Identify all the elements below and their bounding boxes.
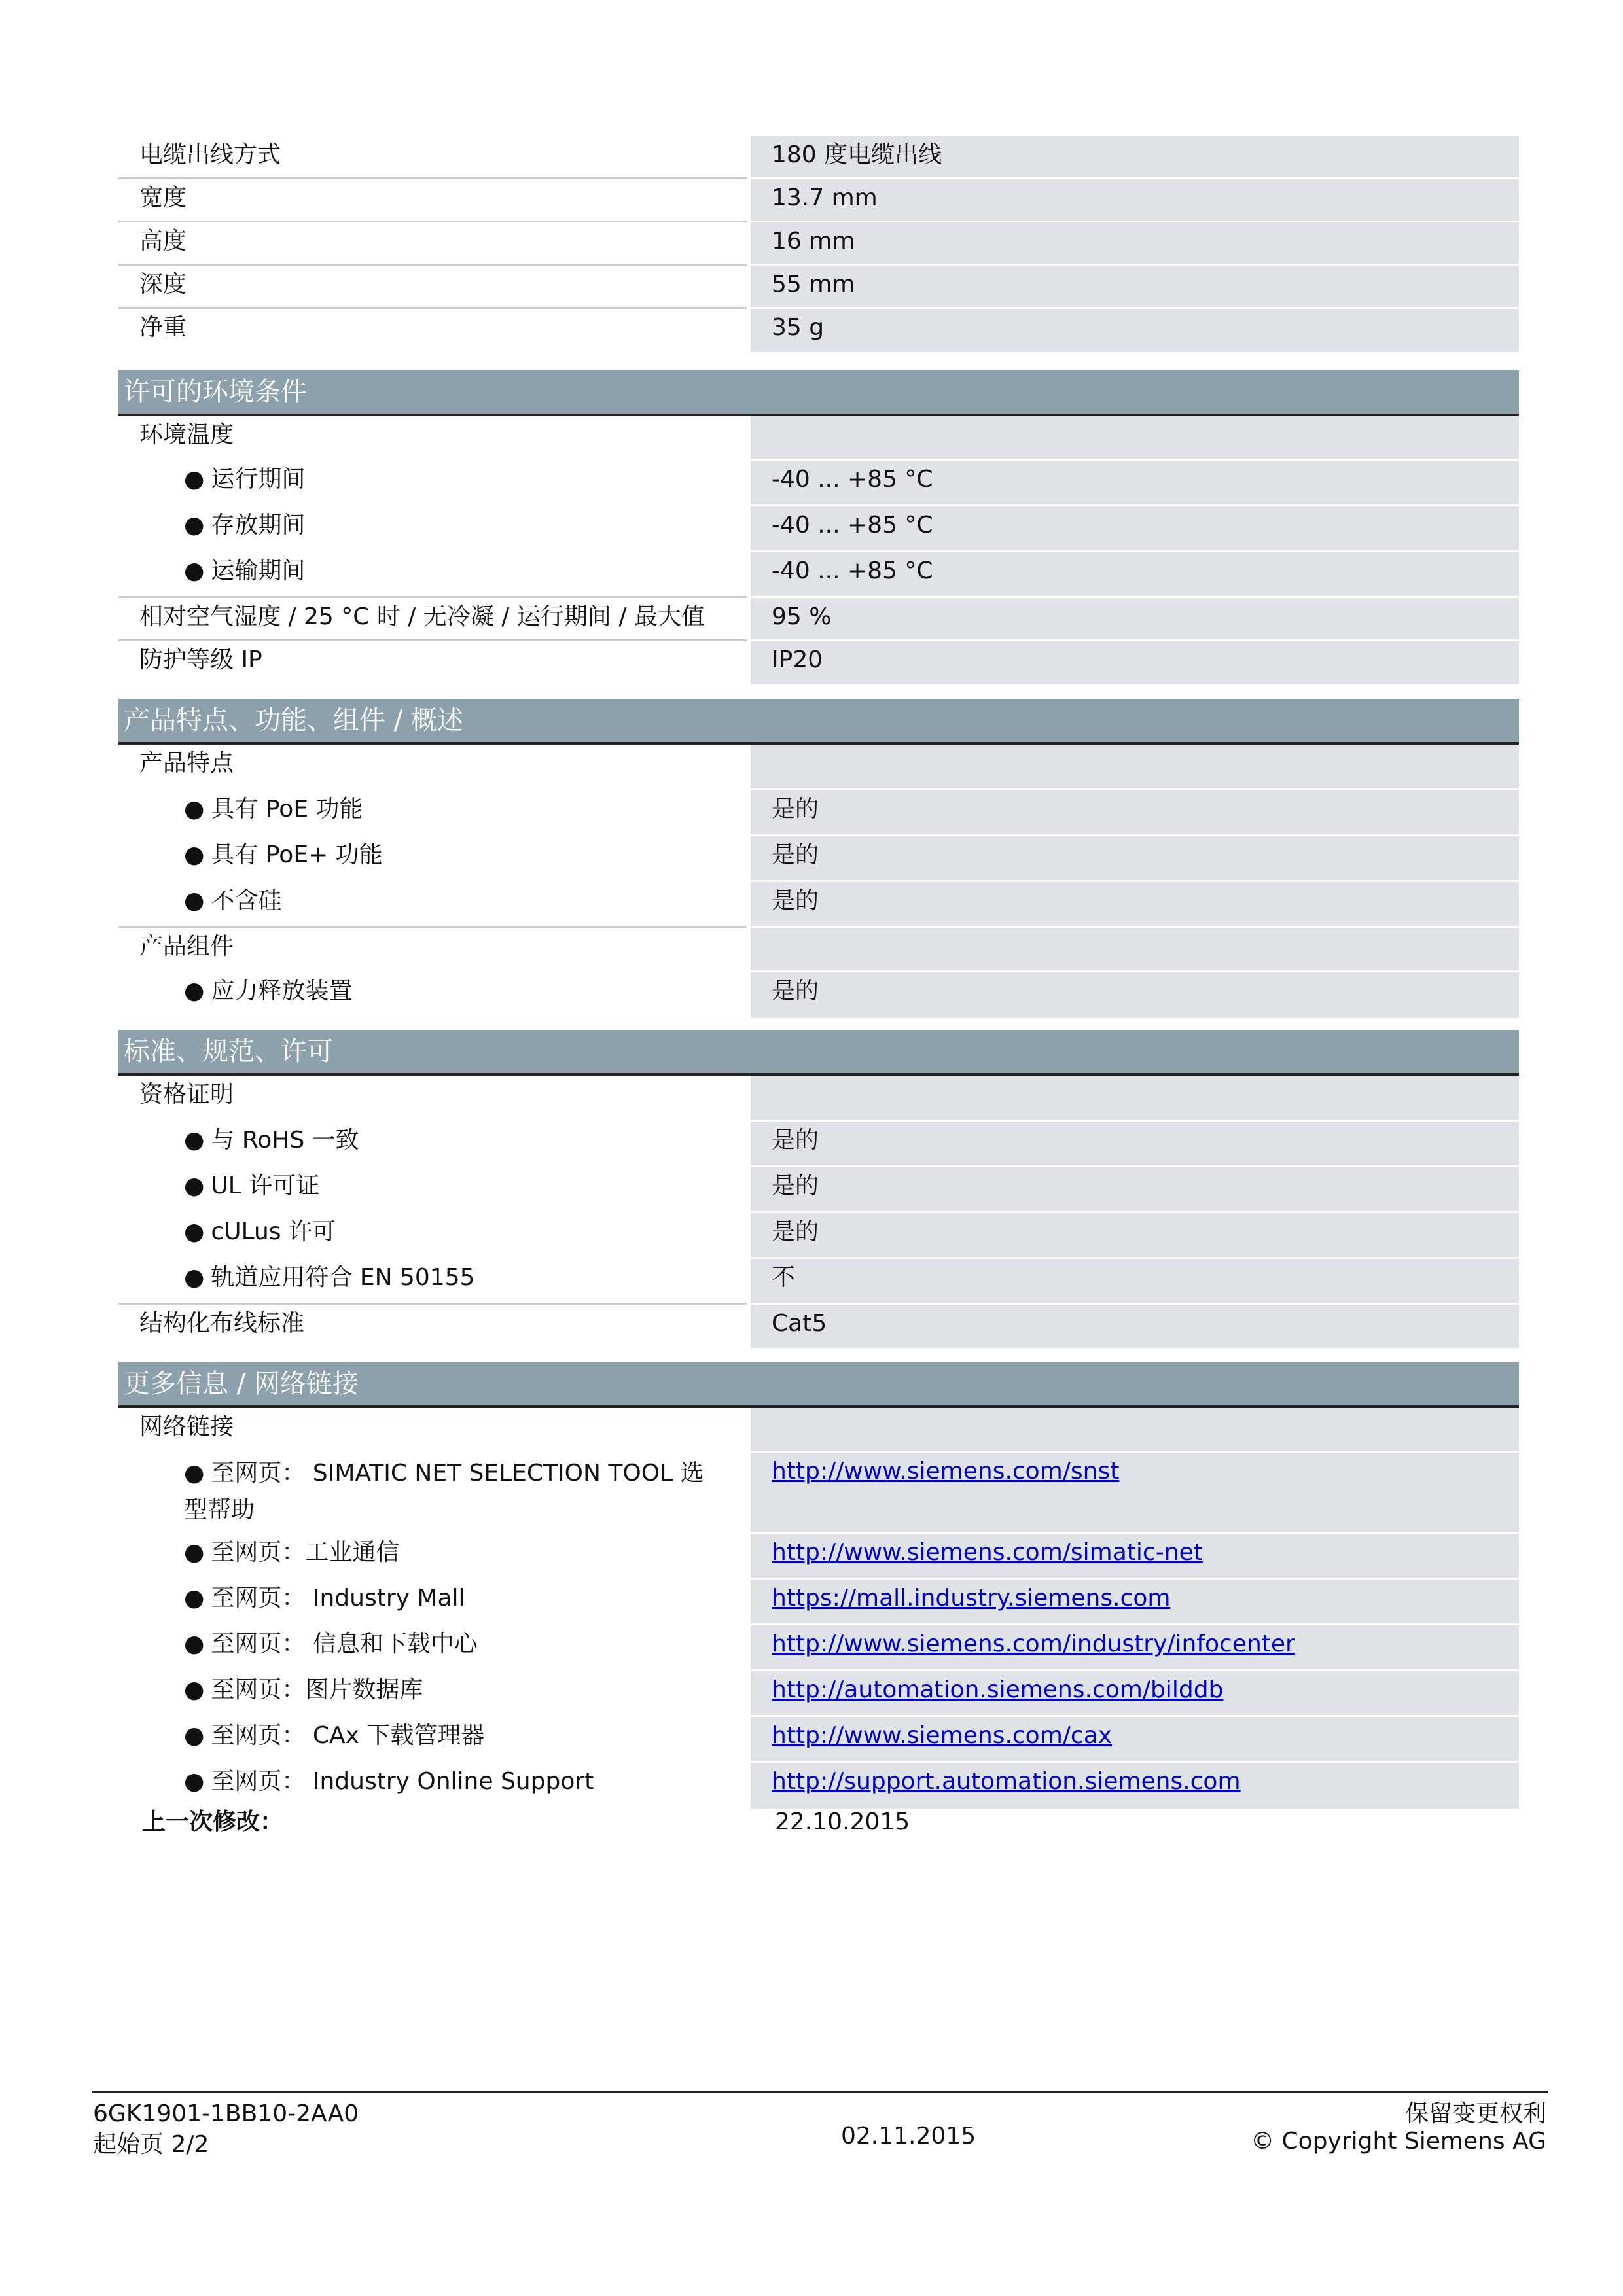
spec-value-cell [751,1305,1519,1348]
spec-label-text: 至网页： 信息和下载中心 [211,1631,478,1657]
footer-copyright: © Copyright Siemens AG [1251,2128,1546,2155]
spec-value: 95 % [772,603,832,630]
web-link[interactable]: http://support.automation.siemens.com [772,1768,1241,1795]
spec-label [139,601,705,633]
footer-order-number: 6GK1901-1BB10-2AA0 [93,2100,359,2127]
footer-page-number: 起始页 2/2 [93,2131,209,2158]
spec-value: IP20 [772,646,823,673]
spec-value-cell [751,1625,1519,1671]
web-link[interactable]: http://www.siemens.com/cax [772,1722,1113,1749]
spec-group-row [118,1076,1519,1122]
spec-label [139,930,234,963]
bullet-icon: ● [184,466,205,493]
bullet-icon: ● [184,1264,205,1291]
spec-label-text: 与 RoHS 一致 [211,1127,359,1154]
spec-value-cell [751,552,1519,598]
spec-label-text: 存放期间 [211,512,306,539]
section-title: 标准、规范、许可 [124,1036,333,1067]
spec-label [184,1765,594,1798]
spec-label-text: 相对空气湿度 / 25 °C 时 / 无冷凝 / 运行期间 / 最大值 [139,603,705,630]
spec-group-row [118,928,1519,972]
spec-sub-row [118,461,1519,506]
spec-label [184,793,363,826]
spec-value-cell [751,598,1519,641]
spec-label [139,1411,234,1443]
spec-label [139,182,187,215]
bullet-icon: ● [184,796,205,822]
spec-value-cell [751,972,1519,1018]
spec-value: -40 ... +85 °C [772,466,933,493]
spec-sub-row [118,836,1519,882]
spec-value: 180 度电缆出线 [772,141,942,168]
bullet-icon: ● [184,1127,205,1154]
spec-sub-row [118,552,1519,598]
spec-value: 是的 [772,1127,819,1154]
spec-value-cell [751,1671,1519,1717]
spec-sub-row [118,790,1519,836]
spec-label [139,311,187,344]
spec-value: 是的 [772,841,819,868]
bullet-icon: ● [184,1218,205,1245]
spec-label-text: 至网页： CAx 下载管理器 [211,1722,485,1749]
spec-sub-row [118,1259,1519,1305]
spec-sub-row [118,1671,1519,1717]
spec-group-row [118,745,1519,790]
spec-sub-row [118,1213,1519,1259]
spec-sub-row [118,1625,1519,1671]
spec-value-cell [751,461,1519,506]
spec-value-cell [751,1122,1519,1167]
spec-label [184,1582,465,1615]
spec-label [184,1536,399,1569]
spec-value-cell [751,266,1519,309]
top-spec-row [118,266,1519,309]
spec-label-cell [118,222,747,266]
spec-value: -40 ... +85 °C [772,512,933,539]
web-link[interactable]: http://www.siemens.com/simatic-net [772,1539,1203,1566]
spec-value-cell [751,416,1519,461]
spec-label [139,268,187,301]
spec-label-text: 运输期间 [211,557,306,584]
spec-value-cell [751,1580,1519,1625]
spec-label-text: 产品组件 [139,933,234,960]
footer-divider [92,2091,1548,2093]
spec-label-text: 至网页：图片数据库 [211,1676,423,1703]
spec-value: 不 [772,1264,796,1291]
section-title: 许可的环境条件 [124,377,307,407]
footer-rights: 保留变更权利 [1404,2100,1546,2127]
section-header [118,699,1519,742]
bullet-icon: ● [184,1631,205,1657]
bullet-icon: ● [184,1722,205,1749]
spec-value: 16 mm [772,228,855,255]
spec-value-cell [751,1076,1519,1122]
spec-label-text: 高度 [139,228,187,255]
spec-label [184,1124,359,1157]
bullet-icon: ● [184,1676,205,1703]
spec-label-text: 电缆出线方式 [139,141,281,168]
spec-label-text: 应力释放装置 [211,978,353,1004]
spec-label [184,509,305,542]
spec-label-text: 宽度 [139,185,187,211]
spec-value-cell [751,641,1519,684]
spec-value: 是的 [772,978,819,1004]
spec-label-text: 网络链接 [139,1413,234,1440]
spec-label-text: 环境温度 [139,421,234,448]
spec-label-cell [118,266,747,309]
spec-link-value[interactable] [772,1674,1223,1706]
spec-link-value[interactable] [772,1536,1203,1569]
spec-link-value[interactable] [772,1582,1170,1615]
spec-label-text: 具有 PoE 功能 [211,796,363,822]
spec-label [184,1455,721,1528]
bullet-icon: ● [184,887,205,914]
spec-value-cell [751,745,1519,790]
spec-value: Cat5 [772,1310,827,1337]
top-spec-row [118,179,1519,222]
spec-value-cell [751,136,1519,179]
spec-sub-row [118,1167,1519,1213]
spec-sub-row [118,972,1519,1018]
spec-value-cell [751,1213,1519,1259]
spec-group-row [118,598,1519,641]
spec-group-row [118,1305,1519,1348]
spec-value: 是的 [772,1173,819,1199]
spec-label [184,1216,336,1248]
spec-value-cell [751,1259,1519,1305]
spec-value-cell [751,1717,1519,1763]
bullet-icon: ● [184,1768,205,1795]
spec-label [184,975,352,1008]
top-spec-row [118,222,1519,266]
spec-sub-row [118,1763,1519,1809]
top-spec-row [118,309,1519,352]
spec-value: 是的 [772,887,819,914]
top-spec-row [118,136,1519,179]
bullet-icon: ● [184,512,205,539]
spec-label-text: 资格证明 [139,1081,234,1108]
spec-label-text: 结构化布线标准 [139,1310,305,1337]
spec-label-text: cULus 许可 [211,1218,336,1245]
bullet-icon: ● [184,1173,205,1199]
spec-label [139,139,281,171]
spec-label-text: 具有 PoE+ 功能 [211,841,383,868]
spec-sub-row [118,1453,1519,1534]
web-link[interactable]: http://automation.siemens.com/bilddb [772,1676,1224,1703]
spec-value-cell [751,309,1519,352]
last-modified-value: 22.10.2015 [775,1809,910,1835]
spec-label-text: 至网页： Industry Online Support [211,1768,594,1795]
spec-label [139,1078,234,1111]
spec-label-text: 轨道应用符合 EN 50155 [211,1264,475,1291]
spec-label-cell [118,309,747,352]
spec-value-cell [751,1763,1519,1809]
spec-value-cell [751,1453,1519,1534]
spec-label [139,747,234,780]
spec-value-cell [751,222,1519,266]
spec-sub-row [118,882,1519,928]
spec-link-value[interactable] [772,1628,1295,1661]
spec-label [139,419,234,451]
spec-label-text: 净重 [139,314,187,341]
spec-value: -40 ... +85 °C [772,557,933,584]
bullet-icon: ● [184,1539,205,1566]
spec-value: 35 g [772,314,825,341]
spec-label [139,644,262,677]
spec-value: 是的 [772,1218,819,1245]
section-title: 更多信息 / 网络链接 [124,1369,359,1399]
spec-group-row [118,641,1519,684]
spec-group-row [118,1408,1519,1453]
section-header [118,370,1519,414]
spec-label [184,839,383,872]
bullet-icon: ● [184,841,205,868]
spec-group-row [118,416,1519,461]
spec-label [139,225,187,258]
bullet-icon: ● [184,978,205,1004]
spec-label-text: 产品特点 [139,750,234,777]
last-modified-label: 上一次修改： [142,1809,284,1835]
last-modified-row [118,1803,1519,1846]
section-header [118,1030,1519,1073]
section-title: 产品特点、功能、组件 / 概述 [124,705,463,735]
spec-link-value[interactable] [772,1765,1241,1798]
spec-link-value[interactable] [772,1455,1119,1488]
spec-value-cell [751,1534,1519,1580]
web-link[interactable]: http://www.siemens.com/snst [772,1458,1120,1485]
spec-value: 13.7 mm [772,185,878,211]
spec-sub-row [118,506,1519,552]
spec-label-text: 防护等级 IP [139,646,262,673]
footer-date: 02.11.2015 [841,2123,976,2149]
spec-value-cell [751,179,1519,222]
spec-sub-row [118,1717,1519,1763]
spec-label [184,885,281,917]
spec-value-cell [751,506,1519,552]
spec-link-value[interactable] [772,1720,1112,1752]
spec-value-cell [751,836,1519,882]
spec-label-text: 深度 [139,271,187,298]
spec-label-text: 运行期间 [211,466,306,493]
spec-label-text: 至网页：工业通信 [211,1539,400,1566]
web-link[interactable]: http://www.siemens.com/industry/infocenter [772,1631,1295,1657]
spec-value-cell [751,1408,1519,1453]
spec-label-cell [118,179,747,222]
spec-label [184,1628,478,1661]
spec-label [184,555,305,588]
spec-sub-row [118,1534,1519,1580]
spec-label [184,1170,319,1203]
spec-value: 55 mm [772,271,855,298]
spec-label-text: 至网页： Industry Mall [211,1585,465,1612]
bullet-icon: ● [184,557,205,584]
spec-label [184,1674,423,1706]
spec-value-cell [751,928,1519,972]
spec-value-cell [751,790,1519,836]
spec-label [184,463,305,496]
web-link[interactable]: https://mall.industry.siemens.com [772,1585,1171,1612]
bullet-icon: ● [184,1460,205,1487]
spec-label-text: 至网页： SIMATIC NET SELECTION TOOL 选型帮助 [184,1460,704,1523]
spec-value-cell [751,882,1519,928]
spec-label-text: UL 许可证 [211,1173,320,1199]
spec-sub-row [118,1122,1519,1167]
spec-value-cell [751,1167,1519,1213]
spec-label [184,1262,475,1294]
section-header [118,1362,1519,1405]
spec-label [139,1307,304,1340]
spec-label [184,1720,484,1752]
spec-value: 是的 [772,796,819,822]
spec-label-text: 不含硅 [211,887,282,914]
spec-sub-row [118,1580,1519,1625]
bullet-icon: ● [184,1585,205,1612]
